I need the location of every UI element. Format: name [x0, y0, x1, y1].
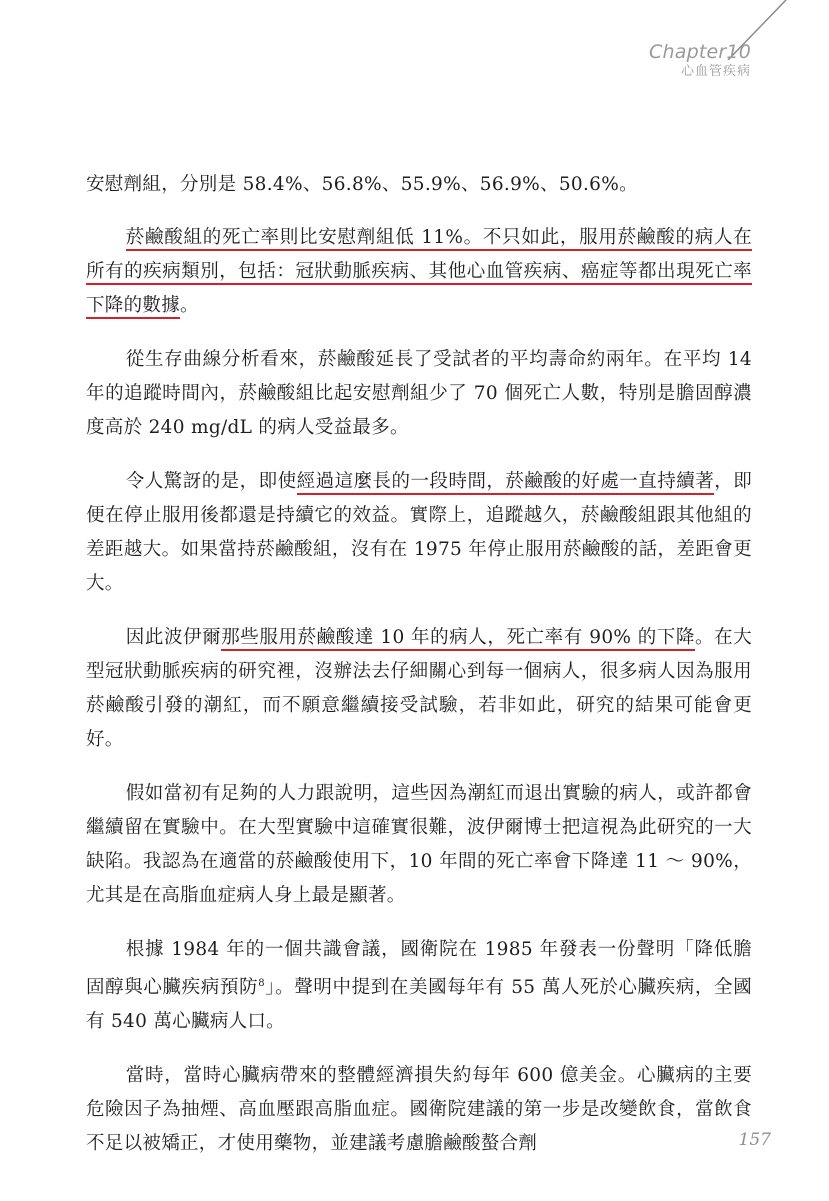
paragraph-text: 令人驚訝的是，即使	[125, 471, 297, 492]
paragraph-6	[86, 777, 752, 913]
paragraph-2	[86, 221, 752, 323]
chapter-subtitle: 心血管疾病	[680, 64, 751, 79]
highlighted-text: 菸鹼酸組的死亡率則比安慰劑組低 11%。不只如此，服用菸鹼酸的病人在所有的疾病類別，包括：冠狀動脈疾病、其他心血管疾病、癌症等都出現死亡率下降的數據	[86, 227, 752, 319]
highlighted-text: 那些服用菸鹼酸達 10 年的病人，死亡率有 90% 的下降	[221, 627, 695, 651]
paragraph-text: 假如當初有足夠的人力跟說明，這些因為潮紅而退出實驗的病人，或許都會繼續留在實驗中。在大型實驗中這確實很難，波伊爾博士把這視為此研究的一大缺陷。我認為在適當的菸鹼酸使用下，10 年間的死亡率會下降達 11 ～ 90%，尤其是在高脂血症病人身上最是顯著。	[86, 783, 752, 906]
highlighted-text: 經過這麼長的一段時間，菸鹼酸的好處一直持續著	[297, 471, 715, 495]
paragraph-8	[86, 1059, 752, 1161]
paragraph-1	[86, 168, 752, 202]
paragraph-text: ，即便在停止服用後都還是持續它的效益。實際上，追蹤越久，菸鹼酸組跟其他組的差距越大。如果當持菸鹼酸組，沒有在 1975 年停止服用菸鹼酸的話，差距會更大。	[86, 471, 753, 594]
paragraph-4	[86, 465, 752, 601]
paragraph-text: 當時，當時心臟病帶來的整體經濟損失約每年 600 億美金。心臟病的主要危險因子為抽煙、高血壓跟高脂血症。國衛院建議的第一步是改變飲食，當飲食不足以被矯正，才使用藥物，並建議考慮膽鹼酸螯合劑	[86, 1065, 752, 1154]
paragraph-text: 。	[180, 295, 199, 316]
paragraph-text: 根據 1984 年的一個共識會議，國衛院在 1985 年發表一份聲明「降低膽固醇與心臟疾病預防	[86, 939, 752, 998]
paragraph-3	[86, 343, 752, 445]
chapter-header	[649, 40, 751, 80]
chapter-label: Chapter10	[649, 41, 751, 63]
footnote-reference: 8	[258, 978, 265, 989]
paragraph-5	[86, 621, 752, 757]
paragraph-7	[86, 933, 752, 1039]
paragraph-text: 安慰劑組，分別是 58.4%、56.8%、55.9%、56.9%、50.6%。	[86, 174, 638, 195]
body-text	[86, 168, 752, 1181]
paragraph-text: 。在大型冠狀動脈疾病的研究裡，沒辦法去仔細關心到每一個病人，很多病人因為服用菸鹼酸引發的潮紅，而不願意繼續接受試驗，若非如此，研究的結果可能會更好。	[86, 627, 752, 750]
paragraph-text: 」。聲明中提到在美國每年有 55 萬人死於心臟疾病，全國有 540 萬心臟病人口。	[86, 977, 752, 1032]
page-number: 157	[738, 1130, 771, 1150]
paragraph-text: 因此波伊爾	[125, 627, 222, 648]
paragraph-text: 從生存曲線分析看來，菸鹼酸延長了受試者的平均壽命約兩年。在平均 14 年的追蹤時間內，菸鹼酸組比起安慰劑組少了 70 個死亡人數，特別是膽固醇濃度高於 240 mg/dL 的病人受益最多。	[86, 349, 752, 438]
